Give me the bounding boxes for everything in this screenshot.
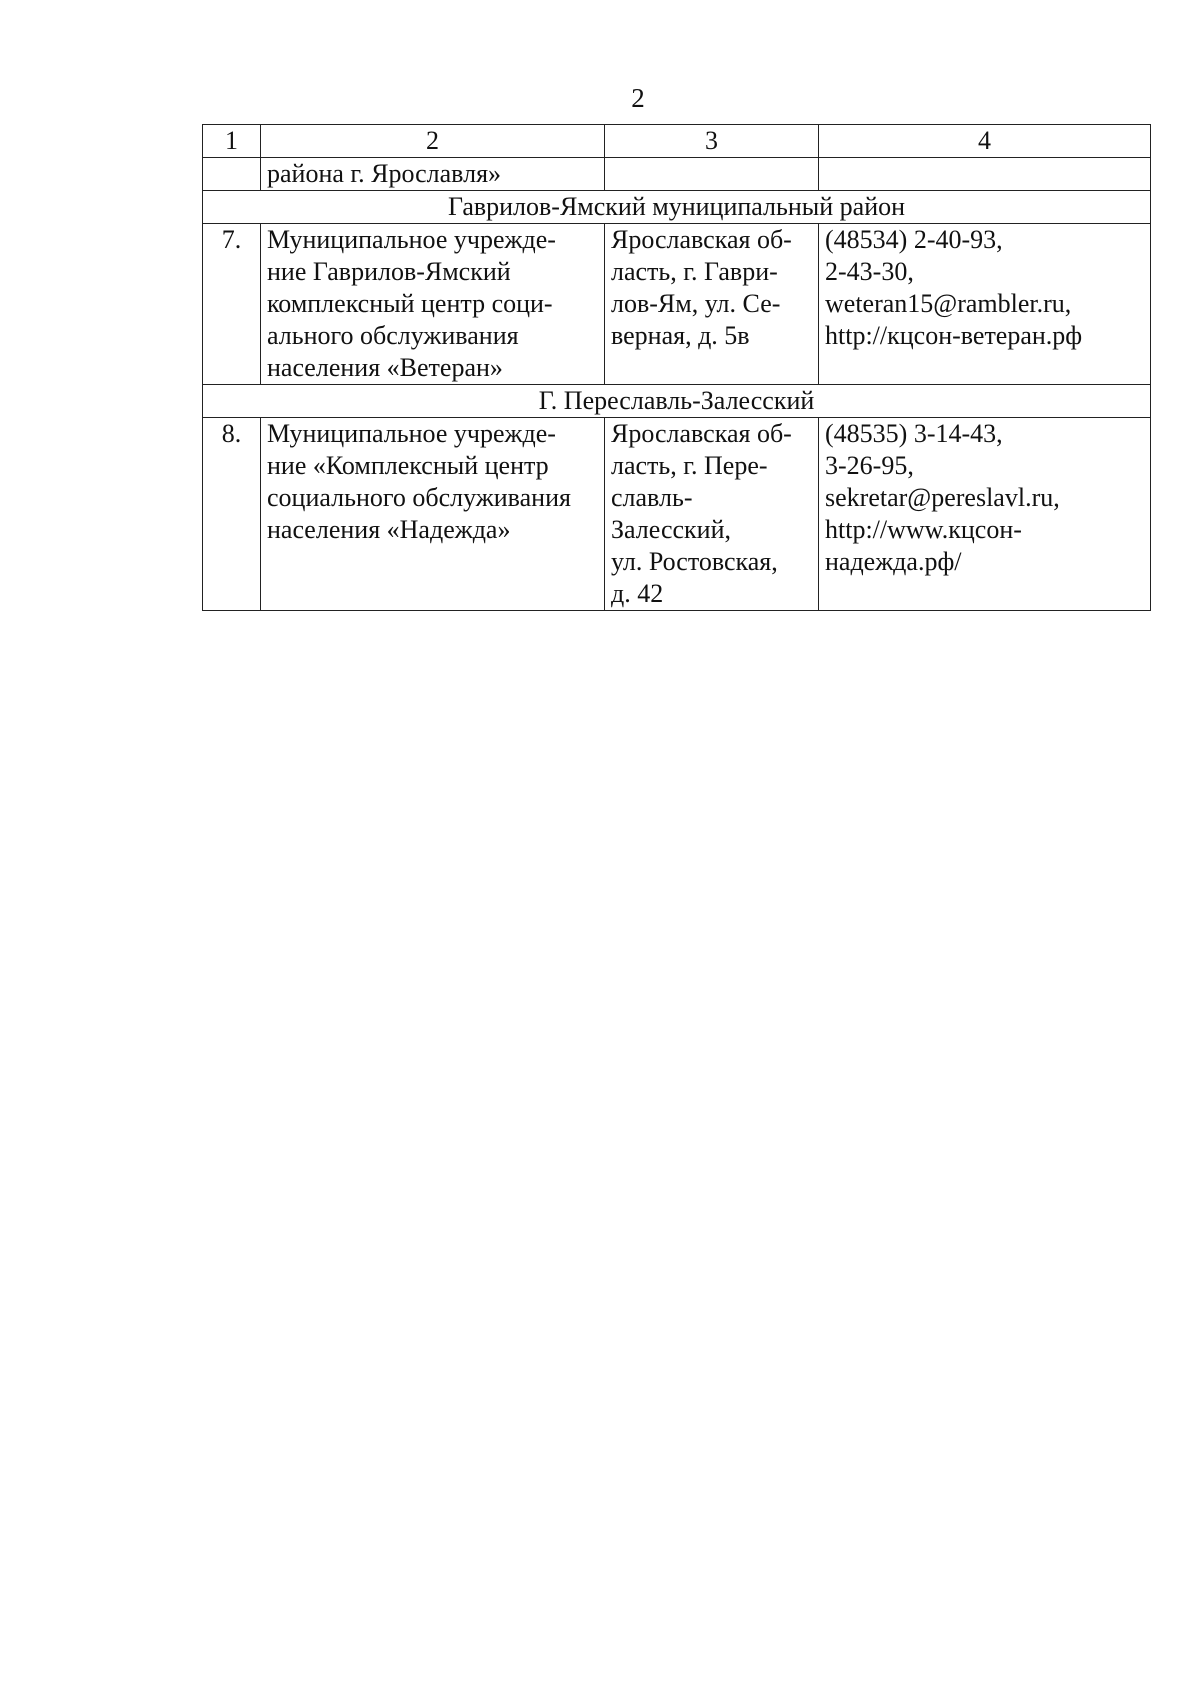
institutions-table: [202, 124, 1151, 611]
continuation-num-cell: [203, 158, 261, 191]
table-header-row: [203, 125, 1151, 158]
column-header-3: 3: [605, 125, 819, 158]
page-number: 2: [631, 83, 645, 113]
continuation-row: [203, 158, 1151, 191]
table-row: [203, 224, 1151, 385]
continuation-contacts-cell: [819, 158, 1151, 191]
column-header-2: 2: [261, 125, 605, 158]
institution-address: Ярославская об- ласть, г. Пере- славль- Залесский, ул. Ростовская, д. 42: [605, 418, 819, 611]
row-number: 8.: [203, 418, 261, 611]
row-number: 7.: [203, 224, 261, 385]
institution-name: Муниципальное учрежде- ние Гаврилов-Ямский комплексный центр соци- ального обслуживания населения «Ветеран»: [261, 224, 605, 385]
institution-contacts: (48535) 3-14-43, 3-26-95, sekretar@pereslavl.ru, http://www.кцсон- надежда.рф/: [819, 418, 1151, 611]
column-header-4: 4: [819, 125, 1151, 158]
institution-contacts: (48534) 2-40-93, 2-43-30, weteran15@rambler.ru, http://кцсон-ветеран.рф: [819, 224, 1151, 385]
section-title: Гаврилов-Ямский муниципальный район: [203, 191, 1151, 224]
column-header-1: 1: [203, 125, 261, 158]
section-title: Г. Переславль-Залесский: [203, 385, 1151, 418]
institution-name: Муниципальное учрежде- ние «Комплексный центр социального обслуживания населения «Надежда»: [261, 418, 605, 611]
continuation-name-cell: района г. Ярославля»: [261, 158, 605, 191]
continuation-address-cell: [605, 158, 819, 191]
section-title-row: [203, 191, 1151, 224]
table-row: [203, 418, 1151, 611]
section-title-row: [203, 385, 1151, 418]
institution-address: Ярославская об- ласть, г. Гаври- лов-Ям, ул. Се- верная, д. 5в: [605, 224, 819, 385]
